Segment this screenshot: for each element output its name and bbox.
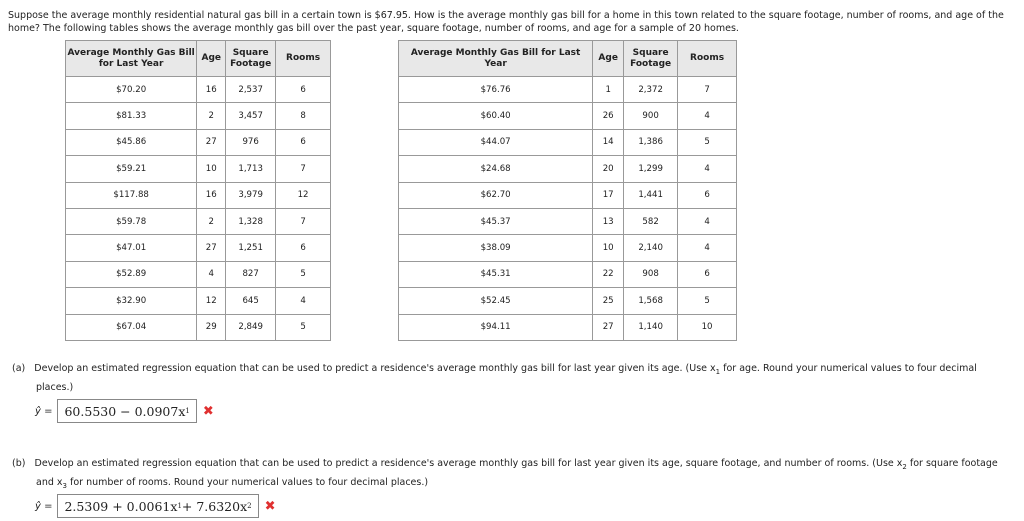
cell-age: 25	[593, 288, 624, 314]
table-header-row	[399, 41, 737, 77]
part-b-text-2: for square footage	[906, 458, 998, 469]
cell-sqft: 2,849	[226, 314, 276, 340]
cell-rooms: 4	[678, 103, 737, 129]
cell-bill: $81.33	[66, 103, 197, 129]
cell-sqft: 582	[624, 208, 678, 234]
cell-rooms: 6	[276, 77, 331, 103]
part-b-sub-1: 2	[902, 462, 907, 471]
table-row	[66, 156, 331, 182]
cell-bill: $45.37	[399, 208, 593, 234]
part-b-text-3: and x	[36, 476, 63, 488]
cell-sqft: 645	[226, 288, 276, 314]
cell-sqft: 900	[624, 103, 678, 129]
cell-age: 27	[197, 235, 226, 261]
cell-rooms: 5	[276, 261, 331, 287]
table-row	[399, 235, 737, 261]
cell-age: 2	[197, 103, 226, 129]
cell-age: 12	[197, 288, 226, 314]
cell-age: 13	[593, 208, 624, 234]
header-bill: Average Monthly Gas Bill for Last Year	[399, 41, 593, 77]
cell-sqft: 2,372	[624, 77, 678, 103]
cell-bill: $70.20	[66, 77, 197, 103]
cell-age: 16	[197, 77, 226, 103]
table-body-right	[399, 77, 737, 341]
part-b-question	[12, 456, 998, 494]
cell-bill: $62.70	[399, 182, 593, 208]
cell-sqft: 1,140	[624, 314, 678, 340]
part-b-answer-sub-a: 1	[177, 502, 182, 510]
cell-age: 26	[593, 103, 624, 129]
cell-rooms: 7	[276, 156, 331, 182]
cell-age: 4	[197, 261, 226, 287]
cell-age: 1	[593, 77, 624, 103]
cell-sqft: 1,386	[624, 129, 678, 155]
cell-rooms: 5	[678, 129, 737, 155]
cell-bill: $59.21	[66, 156, 197, 182]
cell-bill: $45.31	[399, 261, 593, 287]
cell-sqft: 1,299	[624, 156, 678, 182]
incorrect-x-icon: ✖	[202, 403, 214, 419]
table-header-row	[66, 41, 331, 77]
data-table-right	[398, 40, 737, 341]
table-row	[66, 129, 331, 155]
part-b-answer-text-a: 2.5309 + 0.0061x	[64, 498, 178, 514]
cell-bill: $76.76	[399, 77, 593, 103]
cell-sqft: 908	[624, 261, 678, 287]
cell-age: 16	[197, 182, 226, 208]
cell-rooms: 5	[276, 314, 331, 340]
yhat-label: ŷ =	[35, 500, 53, 512]
cell-sqft: 3,979	[226, 182, 276, 208]
cell-sqft: 1,441	[624, 182, 678, 208]
cell-rooms: 12	[276, 182, 331, 208]
table-row	[66, 77, 331, 103]
cell-bill: $24.68	[399, 156, 593, 182]
part-b-label: (b)	[12, 458, 26, 469]
cell-bill: $52.89	[66, 261, 197, 287]
table-row	[66, 235, 331, 261]
cell-bill: $59.78	[66, 208, 197, 234]
part-a-sub-1: 1	[715, 367, 721, 376]
table-row	[66, 314, 331, 340]
cell-bill: $60.40	[399, 103, 593, 129]
cell-sqft: 976	[226, 129, 276, 155]
cell-rooms: 4	[678, 156, 737, 182]
cell-rooms: 4	[678, 235, 737, 261]
problem-statement	[8, 9, 1016, 35]
cell-age: 22	[593, 261, 624, 287]
cell-rooms: 5	[678, 288, 737, 314]
cell-age: 17	[593, 182, 624, 208]
table-row	[399, 129, 737, 155]
cell-bill: $47.01	[66, 235, 197, 261]
cell-sqft: 3,457	[226, 103, 276, 129]
part-a-answer-row	[35, 399, 214, 423]
cell-sqft: 1,251	[226, 235, 276, 261]
yhat-label: ŷ =	[35, 405, 53, 417]
cell-age: 2	[197, 208, 226, 234]
cell-age: 27	[593, 314, 624, 340]
cell-bill: $45.86	[66, 129, 197, 155]
header-sqft: Square Footage	[624, 41, 678, 77]
cell-sqft: 827	[226, 261, 276, 287]
header-rooms: Rooms	[276, 41, 331, 77]
part-b-answer-text-b: + 7.6320x	[181, 498, 248, 514]
cell-sqft: 1,713	[226, 156, 276, 182]
part-b-sub-2: 3	[62, 481, 67, 490]
header-rooms: Rooms	[678, 41, 737, 77]
part-a-text-3: places.)	[36, 381, 74, 393]
header-bill: Average Monthly Gas Bill for Last Year	[66, 41, 197, 77]
cell-age: 29	[197, 314, 226, 340]
cell-sqft: 2,140	[624, 235, 678, 261]
cell-age: 10	[197, 156, 226, 182]
data-table-left	[65, 40, 331, 341]
cell-rooms: 4	[678, 208, 737, 234]
table-row	[66, 182, 331, 208]
cell-age: 27	[197, 129, 226, 155]
part-a-label: (a)	[12, 363, 26, 374]
cell-sqft: 2,537	[226, 77, 276, 103]
table-row	[66, 288, 331, 314]
table-row	[399, 182, 737, 208]
cell-bill: $32.90	[66, 288, 197, 314]
table-row	[399, 103, 737, 129]
incorrect-x-icon: ✖	[264, 498, 276, 514]
cell-rooms: 6	[678, 182, 737, 208]
cell-bill: $67.04	[66, 314, 197, 340]
table-body-left	[66, 77, 331, 341]
cell-rooms: 6	[276, 235, 331, 261]
table-row	[399, 261, 737, 287]
table-row	[66, 261, 331, 287]
part-a-question	[12, 361, 977, 395]
cell-rooms: 7	[276, 208, 331, 234]
cell-bill: $44.07	[399, 129, 593, 155]
cell-bill: $94.11	[399, 314, 593, 340]
cell-sqft: 1,568	[624, 288, 678, 314]
cell-age: 14	[593, 129, 624, 155]
part-b-answer-sub-b: 2	[247, 502, 252, 510]
problem-line-2: home? The following tables shows the average monthly gas bill over the past year, square footage, number of rooms, and age for a sample of 20 homes.	[8, 23, 739, 34]
cell-rooms: 6	[276, 129, 331, 155]
data-tables	[65, 40, 725, 342]
cell-rooms: 6	[678, 261, 737, 287]
table-row	[399, 314, 737, 340]
part-b-answer-row	[35, 494, 276, 518]
cell-sqft: 1,328	[226, 208, 276, 234]
cell-rooms: 8	[276, 103, 331, 129]
part-a-answer-input[interactable]	[57, 399, 196, 423]
part-b-text-4: for number of rooms. Round your numerical values to four decimal places.)	[66, 476, 429, 488]
table-row	[66, 103, 331, 129]
part-a-answer-sub: 1	[185, 407, 190, 415]
part-b-answer-input[interactable]	[57, 494, 258, 518]
table-row	[66, 208, 331, 234]
problem-line-1: Suppose the average monthly residential natural gas bill in a certain town is $67.95. How is the average monthly gas bill for a home in this town related to the square footage, number of rooms, and age of the	[8, 10, 1004, 21]
part-a-text-2: for age. Round your numerical values to four decimal	[720, 363, 977, 374]
table-row	[399, 156, 737, 182]
part-b-text-1: Develop an estimated regression equation that can be used to predict a residence's average monthly gas bill for last year given its age, square footage, and number of rooms. (Use x	[34, 458, 903, 469]
part-a-answer-text: 60.5530 − 0.0907x	[64, 403, 186, 419]
cell-age: 20	[593, 156, 624, 182]
cell-rooms: 7	[678, 77, 737, 103]
table-row	[399, 77, 737, 103]
cell-bill: $117.88	[66, 182, 197, 208]
header-age: Age	[197, 41, 226, 77]
cell-bill: $52.45	[399, 288, 593, 314]
table-row	[399, 208, 737, 234]
cell-rooms: 10	[678, 314, 737, 340]
cell-bill: $38.09	[399, 235, 593, 261]
header-age: Age	[593, 41, 624, 77]
header-sqft: Square Footage	[226, 41, 276, 77]
part-a-text-1: Develop an estimated regression equation that can be used to predict a residence's average monthly gas bill for last year given its age. (Use x	[34, 363, 716, 374]
cell-age: 10	[593, 235, 624, 261]
table-row	[399, 288, 737, 314]
cell-rooms: 4	[276, 288, 331, 314]
